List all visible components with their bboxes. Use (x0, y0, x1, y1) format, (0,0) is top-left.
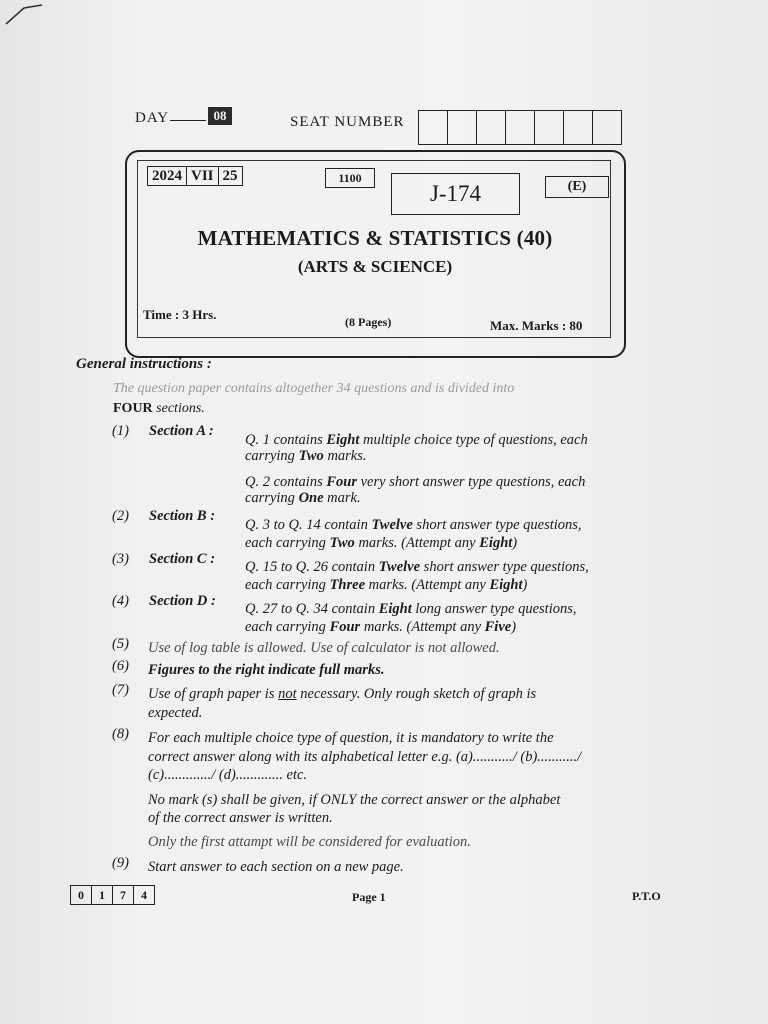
seat-number-box (506, 111, 535, 144)
page-count: (8 Pages) (345, 315, 392, 329)
section-name: Section A : (149, 423, 214, 439)
section-line: each carrying Four marks. (Attempt any Five) (245, 619, 517, 635)
day-number: 08 (208, 107, 232, 125)
instruction-item-8-line: (c)............./ (d)............. etc. (148, 767, 308, 783)
section-name: Section D : (149, 593, 216, 609)
seat-number-label: SEAT NUMBER (290, 114, 405, 130)
section-line: carrying Two marks. (245, 448, 367, 464)
footer-code-digit: 7 (113, 886, 134, 904)
instruction-item-5: Use of log table is allowed. Use of calculator is not allowed. (148, 640, 500, 656)
item-number: (1) (112, 423, 129, 439)
seat-number-box (593, 111, 621, 144)
instruction-item-8-line: of the correct answer is written. (148, 810, 333, 826)
subject-title: MATHEMATICS & STATISTICS (40) (197, 226, 553, 250)
instruction-item-6: Figures to the right indicate full marks. (148, 662, 385, 678)
code-cell-month: VII (187, 167, 219, 185)
instruction-item-8-line: correct answer along with its alphabetical letter e.g. (a).........../ (b).........../ (148, 749, 582, 765)
paper-number: 1100 (325, 168, 375, 188)
instructions-heading: General instructions : (76, 356, 212, 372)
footer-code-digit: 1 (92, 886, 113, 904)
page-number: Page 1 (352, 890, 386, 904)
day-label: DAY (135, 110, 170, 126)
instructions-intro-cont (113, 401, 205, 417)
max-marks: Max. Marks : 80 (490, 318, 583, 333)
item-number: (5) (112, 636, 129, 652)
edition-label: (E) (545, 176, 609, 198)
item-number: (7) (112, 682, 129, 698)
instruction-item-7-cont: expected. (148, 705, 203, 721)
item-number: (8) (112, 726, 129, 742)
intro-bold: FOUR (113, 401, 153, 416)
instruction-item-7: Use of graph paper is not necessary. Only rough sketch of graph is (148, 686, 537, 702)
code-cell-day: 25 (222, 168, 238, 184)
section-line: carrying One mark. (245, 490, 361, 506)
instructions-intro: The question paper contains altogether 34 questions and is divided into (113, 381, 515, 396)
section-line: Q. 2 contains Four very short answer type questions, each (245, 474, 586, 490)
item-number: (9) (112, 855, 129, 871)
footer-code-digit: 4 (141, 888, 147, 902)
item-number: (6) (112, 658, 129, 674)
time-allowed: Time : 3 Hrs. (143, 307, 217, 322)
instruction-item-8-line: No mark (s) shall be given, if ONLY the correct answer or the alphabet (148, 792, 561, 808)
seat-number-box (535, 111, 564, 144)
item-number: (3) (112, 551, 129, 567)
seat-number-box (419, 111, 448, 144)
day-dash (170, 120, 206, 121)
section-line: Q. 3 to Q. 14 contain Twelve short answer type questions, (245, 517, 582, 533)
footer-code-digit: 0 (71, 886, 92, 904)
pen-mark (2, 2, 52, 32)
section-line: Q. 1 contains Eight multiple choice type of questions, each (245, 432, 588, 448)
instruction-item-9: Start answer to each section on a new page. (148, 859, 404, 875)
seat-number-boxes (418, 110, 622, 145)
seat-number-box (448, 111, 477, 144)
paper-code: J-174 (391, 173, 520, 215)
subject-subtitle: (ARTS & SCIENCE) (297, 257, 453, 276)
footer-code-boxes (70, 885, 155, 905)
pto-label: P.T.O (632, 889, 661, 903)
section-name: Section B : (149, 508, 216, 524)
seat-number-box (564, 111, 593, 144)
paper-code-cells (147, 166, 243, 186)
section-line: Q. 27 to Q. 34 contain Eight long answer type questions, (245, 601, 577, 617)
code-cell-year: 2024 (148, 167, 187, 185)
section-line: each carrying Two marks. (Attempt any Eight) (245, 535, 518, 551)
instruction-item-8: For each multiple choice type of question, it is mandatory to write the (148, 730, 554, 746)
section-line: each carrying Three marks. (Attempt any Eight) (245, 577, 528, 593)
item-number: (2) (112, 508, 129, 524)
item-number: (4) (112, 593, 129, 609)
intro-rest: sections. (152, 401, 205, 416)
section-name: Section C : (149, 551, 216, 567)
instruction-item-8-line: Only the first attampt will be considered for evaluation. (148, 834, 471, 850)
seat-number-box (477, 111, 506, 144)
section-line: Q. 15 to Q. 26 contain Twelve short answer type questions, (245, 559, 589, 575)
